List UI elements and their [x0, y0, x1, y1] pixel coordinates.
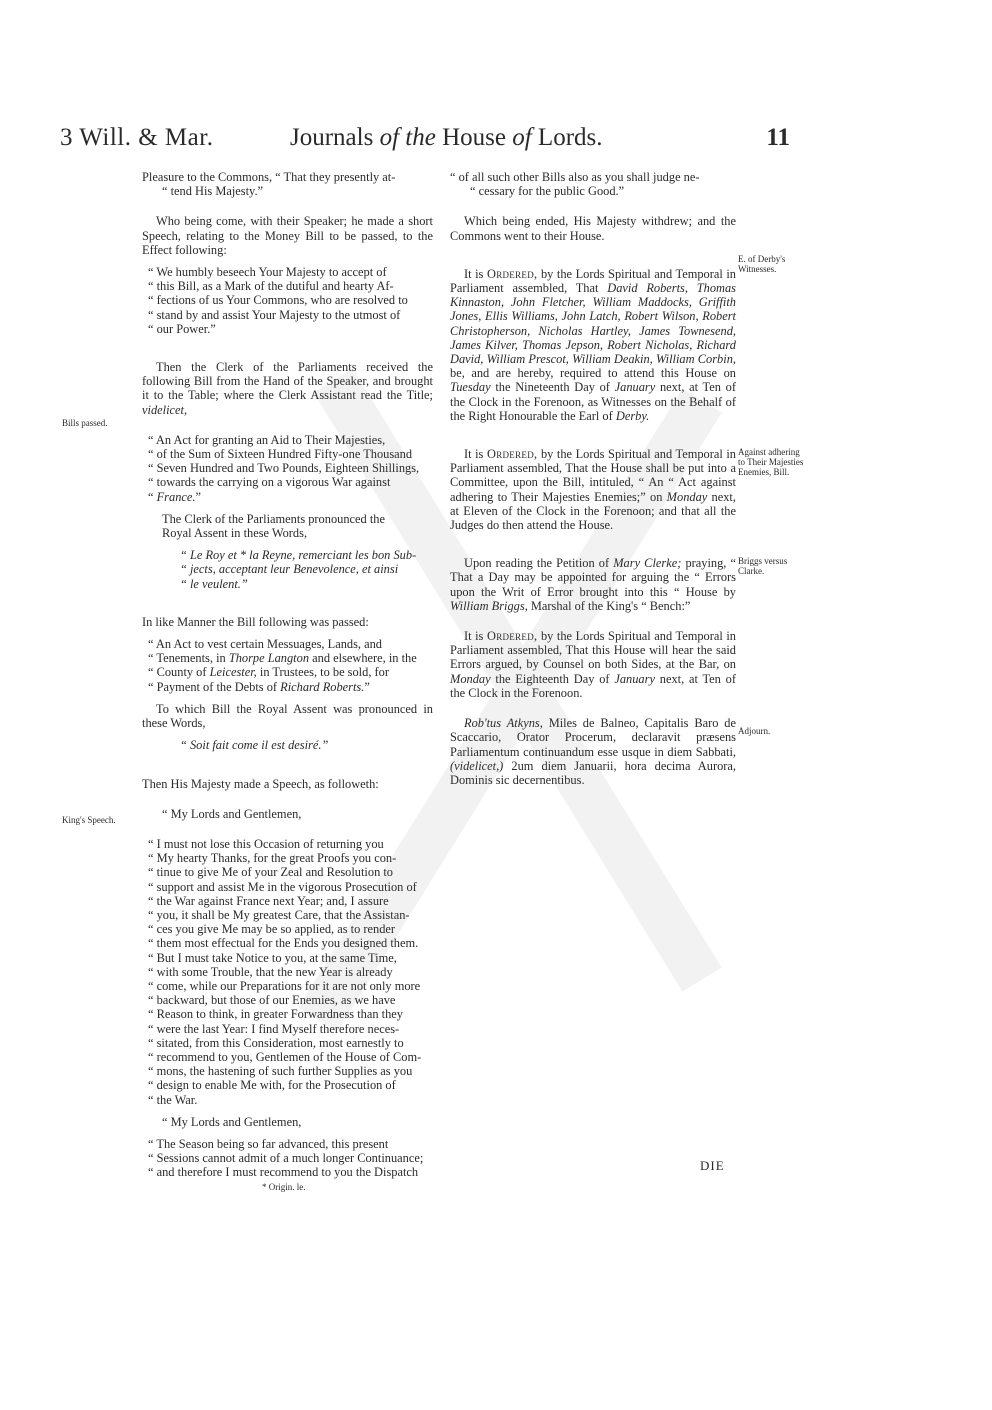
speech-line: “ backward, but those of our Enemies, as we have: [148, 993, 396, 1008]
month-name: January: [614, 380, 656, 395]
quote-text: in Trustees, to be sold, for: [259, 665, 389, 680]
order-text: by the Lords Spiritual and Temporal in Parliament assembled, That the House shall be put into a Committee, upon the Bill, intituled, “ An “ Act against adhering to Their Majesties Enemies;” on: [450, 447, 736, 504]
adjournment-text: Miles de Balneo, Capitalis Baro de Scaccario, Orator Procerum, declaravit præsens Parliamentum continuandum esse usque in diem Sabbati,: [450, 716, 736, 759]
order-text: It is: [464, 447, 484, 462]
quote-mark: ”: [195, 489, 201, 504]
speech-line: “ were the last Year: I find Myself therefore neces-: [148, 1021, 400, 1036]
royal-assent-formula: “ le veulent.”: [180, 576, 248, 591]
paragraph: Who being come, with their Speaker; he made a short Speech, relating to the Money Bill to be passed, to the Effect following:: [142, 214, 433, 257]
margin-note-adjourn: Adjourn.: [738, 726, 771, 736]
quote-line: “ of the Sum of Sixteen Hundred Fifty-one Thousand: [148, 447, 413, 462]
paragraph: [142, 360, 433, 417]
footnote: * Origin. le.: [262, 1182, 306, 1192]
quote-line: “ An Act to vest certain Messuages, Lands, and: [148, 637, 382, 652]
speech-line: “ the War.: [148, 1092, 198, 1107]
petition-text: Upon reading the Petition of: [464, 556, 610, 571]
quote-line: “ An Act for granting an Aid to Their Majesties,: [148, 432, 386, 447]
day-name: Monday: [666, 489, 708, 504]
speech-salutation: “ My Lords and Gentlemen,: [162, 806, 302, 821]
left-column: [142, 170, 433, 1180]
marshal-name: William Briggs,: [450, 598, 528, 613]
videlicet: videlicet,: [142, 402, 188, 417]
speech-line: “ I must not lose this Occasion of returning you: [148, 836, 384, 851]
speech-line: “ sitated, from this Consideration, most earnestly to: [148, 1035, 404, 1050]
order-text: next, at Ten of the Clock in the Forenoon, as Witnesses on the Behalf of the Right Honourable the Earl of: [450, 380, 736, 423]
speech-line: “ with some Trouble, that the new Year is already: [148, 964, 393, 979]
paragraph: Royal Assent in these Words,: [162, 526, 308, 541]
day-name: Monday: [450, 671, 491, 686]
person-name: Richard Roberts.: [280, 679, 365, 694]
quote-line: “ Seven Hundred and Two Pounds, Eighteen Shillings,: [148, 461, 420, 476]
running-title-of: of: [512, 124, 532, 151]
speech-line: “ Sessions cannot admit of a much longer Continuance;: [148, 1151, 424, 1166]
videlicet: (videlicet,): [450, 758, 504, 773]
page-header: [60, 124, 790, 164]
speech-line: “ Reason to think, in greater Forwardness than they: [148, 1007, 403, 1022]
quote-line: [142, 490, 433, 504]
paragraph: Then His Majesty made a Speech, as followeth:: [142, 776, 379, 791]
day-name: Tuesday: [450, 380, 491, 395]
quote-line: [142, 665, 433, 679]
paragraph: Pleasure to the Commons, “ That they presently at-: [142, 170, 396, 184]
earl-name: Derby.: [615, 408, 650, 423]
speech-salutation: “ My Lords and Gentlemen,: [162, 1114, 302, 1129]
county-name: Leicester,: [209, 665, 257, 680]
order-text: next, at Ten of the Clock in the Forenoon.: [450, 671, 736, 700]
adjournment-text: 2um diem Januarii, hora decima Aurora, Dominis sic decernentibus.: [450, 758, 736, 787]
quote-line: [142, 651, 433, 665]
royal-assent-formula: “ Soit fait come il est desiré.”: [180, 738, 329, 753]
quote-text: and elsewhere, in the: [312, 651, 417, 666]
adjournment-paragraph: [450, 716, 736, 787]
quote-line: “ towards the carrying on a vigorous War against: [148, 475, 391, 490]
order-errors: [450, 629, 736, 700]
witness-names: David Roberts, Thomas Kinnaston, John Fletcher, William Maddocks, Griffith Jones, Ellis Williams, John Latch, Robert Wilson, Robert Christopherson, Nicholas Hartley, James Townesend, James Kilver, Thomas Jepson, Robert Nicholas, Richard David, William Prescot, William Deakin, William Corbin,: [450, 281, 736, 367]
paragraph: To which Bill the Royal Assent was pronounced in these Words,: [142, 701, 433, 731]
margin-note-bills-passed: Bills passed.: [62, 418, 108, 428]
order-text: the Eighteenth Day of: [495, 671, 610, 686]
speech-line: “ cessary for the public Good.”: [470, 184, 625, 199]
margin-note-derby-witnesses: E. of Derby's Witnesses.: [738, 254, 786, 274]
order-derby-witnesses: [450, 267, 736, 423]
paragraph: In like Manner the Bill following was passed:: [142, 614, 369, 629]
speech-line: “ support and assist Me in the vigorous Prosecution of: [148, 879, 417, 894]
quote-line: “ stand by and assist Your Majesty to the utmost of: [148, 307, 401, 322]
petitioner-name: Mary Clerke;: [613, 556, 682, 571]
order-text: It is: [464, 266, 484, 281]
royal-assent-formula: “ jects, acceptant leur Benevolence, et ainsi: [180, 562, 399, 577]
order-text: be, and are hereby, required to attend this House on: [450, 366, 736, 381]
speech-line: “ come, while our Preparations for it are not only more: [148, 978, 421, 993]
speech-line: “ mons, the hastening of such further Supplies as you: [148, 1064, 413, 1079]
quote-line: “ We humbly beseech Your Majesty to accept of: [148, 265, 387, 280]
order-text: by the Lords Spiritual and Temporal in Parliament assembled, That: [450, 266, 736, 296]
right-column: [450, 170, 736, 787]
running-title-of-the: of the: [379, 124, 436, 151]
order-text: the Nineteenth Day of: [495, 380, 610, 395]
speech-line: “ The Season being so far advanced, this present: [148, 1136, 389, 1151]
quote-line: “ this Bill, as a Mark of the dutiful and hearty Af-: [148, 279, 394, 294]
ordered-word: Ordered,: [486, 629, 538, 644]
order-text: by the Lords Spiritual and Temporal in Parliament assembled, That this House will hear the said Errors argued, by Counsel on both Sides, at the Bar, on: [450, 629, 736, 672]
quote-text: “ Tenements, in: [148, 651, 226, 666]
speech-line: “ ces you give Me may be so applied, as to render: [148, 922, 396, 937]
speech-line: “ them most effectual for the Ends you designed them.: [148, 936, 419, 951]
place-name: Thorpe Langton: [228, 651, 310, 666]
speech-line: “ and therefore I must recommend to you the Dispatch: [148, 1165, 419, 1180]
kings-speech: [142, 837, 433, 1107]
running-title-lords: Lords.: [537, 124, 603, 151]
ordered-word: Ordered,: [486, 447, 538, 462]
france: France.: [156, 489, 196, 504]
speech-line: “ you, it shall be My greatest Care, that the Assistan-: [148, 907, 410, 922]
paragraph: The Clerk of the Parliaments pronounced the: [162, 511, 385, 526]
margin-note-adhering-bill: Against adhering to Their Majesties Enemies, Bill.: [738, 447, 804, 477]
running-title: [290, 124, 603, 152]
margin-note-briggs-clarke: Briggs versus Clarke.: [738, 556, 788, 576]
order-text: next, at Eleven of the Clock in the Forenoon; and that all the Judges do then attend the House.: [450, 489, 736, 533]
quote-line: “ fections of us Your Commons, who are resolved to: [148, 293, 408, 308]
page-number: 11: [766, 124, 790, 151]
running-title-house: House: [442, 124, 506, 151]
speech-line: “ of all such other Bills also as you shall judge ne-: [450, 170, 700, 184]
quote-text: “ County of: [148, 665, 207, 680]
speech-line: “ design to enable Me with, for the Prosecution of: [148, 1078, 396, 1093]
speech-line: “ My hearty Thanks, for the great Proofs you con-: [148, 851, 397, 866]
order-text: It is: [464, 629, 484, 644]
speech-line: “ tinue to give Me of your Zeal and Resolution to: [148, 865, 394, 880]
speaker-name: Rob'tus Atkyns,: [464, 716, 543, 731]
paragraph-text: Then the Clerk of the Parliaments received the following Bill from the Hand of the Speaker, and brought it to the Table; where the Clerk Assistant read the Title;: [142, 360, 433, 403]
speech-line: “ the War against France next Year; and, I assure: [148, 893, 389, 908]
speech-line: “ But I must take Notice to you, at the same Time,: [148, 950, 397, 965]
margin-note-kings-speech: King's Speech.: [62, 815, 116, 825]
petition-text: Marshal of the King's “ Bench:”: [530, 598, 691, 613]
ordered-word: Ordered,: [486, 266, 538, 281]
running-title-journals: Journals: [290, 124, 374, 151]
royal-assent-formula: “ Le Roy et * la Reyne, remerciant les bon Sub-: [180, 548, 417, 563]
paragraph: Which being ended, His Majesty withdrew; and the Commons went to their House.: [450, 214, 736, 243]
catchword: DIE: [700, 1158, 725, 1173]
speech-line: “ recommend to you, Gentlemen of the House of Com-: [148, 1049, 422, 1064]
order-committee: [450, 447, 736, 532]
month-name: January: [614, 671, 655, 686]
quote-line: “ our Power.”: [148, 321, 216, 336]
petition-paragraph: [450, 556, 736, 613]
paragraph: “ tend His Majesty.”: [162, 184, 264, 199]
quote-line: [142, 680, 433, 694]
quote-mark: “: [148, 489, 154, 504]
regnal-year: 3 Will. & Mar.: [60, 124, 214, 151]
quote-mark: ”: [364, 679, 370, 694]
quote-text: “ Payment of the Debts of: [148, 679, 278, 694]
petition-text: praying, “ That a Day may be appointed for arguing the “ Errors upon the Writ of Error brought into this “ House by: [450, 556, 737, 599]
